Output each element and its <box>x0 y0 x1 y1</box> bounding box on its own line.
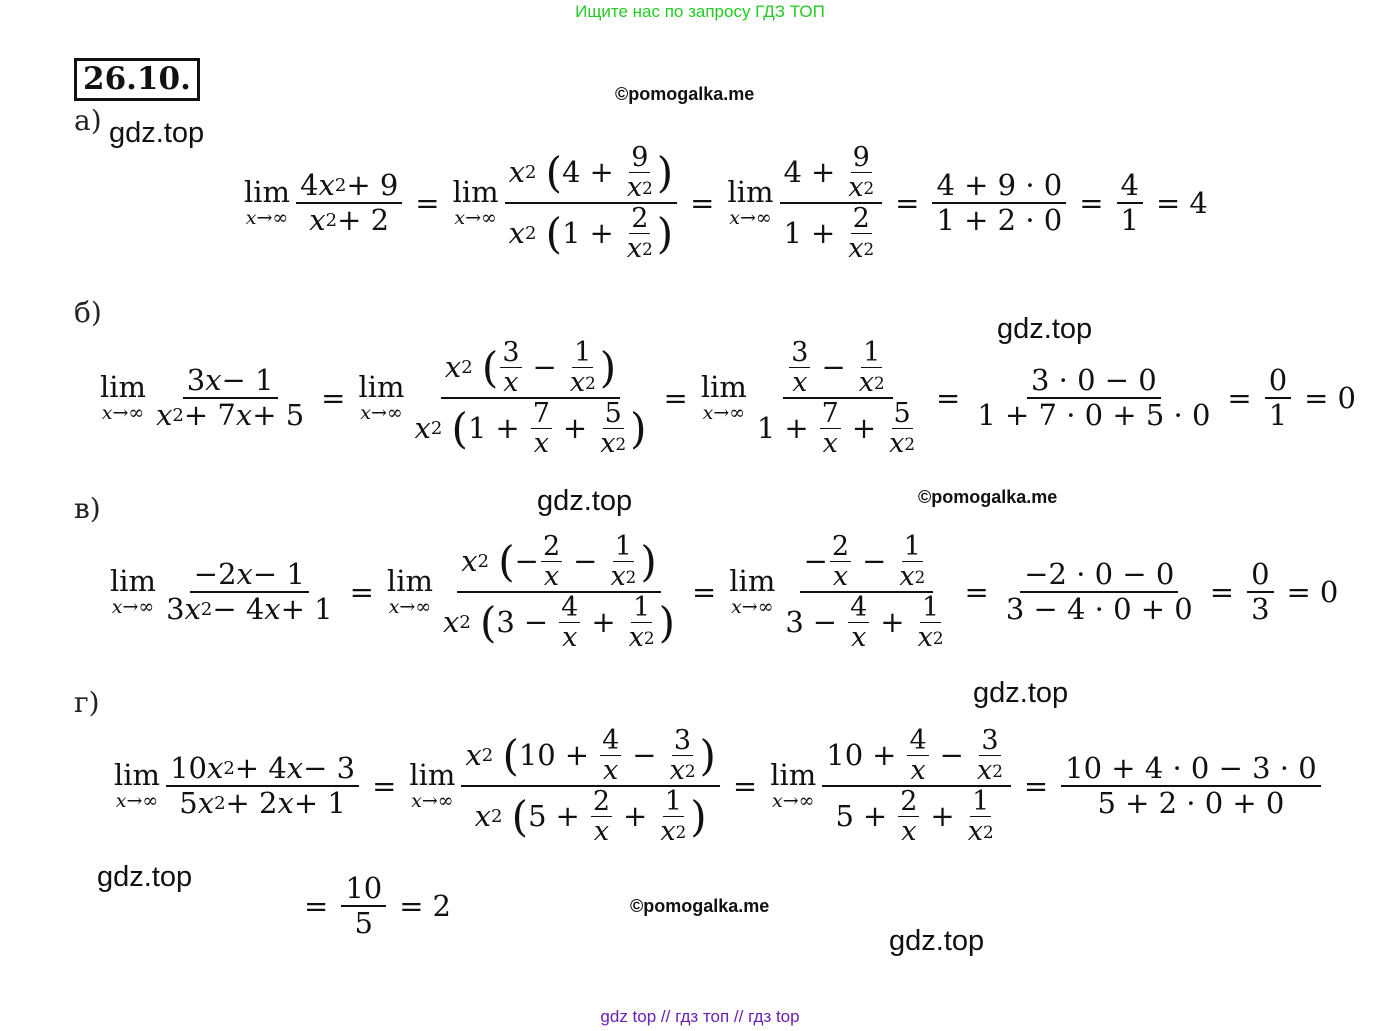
fraction: 3 x − 1 x 2 1 + $\frac{7}{x}$ + 5 x 2 <box>756 337 916 460</box>
equation-a: lim x→∞ 4 x 2 + 9 x 2 + 2 = lim x→∞ x 2 ( 4 + 9 x 2 ) x 2 ( 1 + 2 x 2 ) = lim x→∞ 4 + 9 x 2 1 + 2 x 2 = $\frac{4 + 9 \cdot 0}{1 + 2 \cdot 0}$ = $\frac{4}{1}$ = 4 <box>244 142 1208 265</box>
fraction: $\frac{0}{1}$ <box>1265 364 1291 433</box>
limit: lim x→∞ <box>100 370 147 425</box>
watermark-gdz: gdz.top <box>889 925 985 957</box>
fraction: x 2 ( − $\frac{2}{x}$ − 1 x 2 ) x 2 ( 3 − $\frac{4}{x}$ + 1 x 2 ) <box>442 531 675 654</box>
limit: lim x→∞ <box>409 758 456 813</box>
fraction: $\frac{0}{3}$ <box>1247 558 1273 627</box>
result: 2 <box>432 889 451 924</box>
watermark-gdz: gdz.top <box>537 485 633 517</box>
part-label-b: б) <box>74 296 102 329</box>
fraction: − $\frac{2}{x}$ − 1 x 2 3 − $\frac{4}{x}$ + 1 x 2 <box>785 531 944 654</box>
footer-links[interactable]: gdz top // гдз топ // гдз top <box>600 1007 800 1026</box>
fraction: 4 + 9 x 2 1 + 2 x 2 <box>780 143 883 264</box>
fraction: x 2 ( 4 + 9 x 2 ) x 2 ( 1 + 2 x 2 ) <box>505 143 677 264</box>
result: 0 <box>1319 575 1339 610</box>
limit: lim x→∞ <box>110 564 157 619</box>
fraction: x 2 ( 3 x − 1 x 2 ) x 2 ( 1 + $\frac{7}{x}$ + 5 x 2 ) <box>414 337 647 460</box>
fraction: −2 x − 1 3 x 2 − 4 x + 1 <box>166 556 333 627</box>
limit: lim x→∞ <box>727 175 774 230</box>
fraction: x 2 ( 10 + $\frac{4}{x}$ − 3 x 2 ) x 2 ( 5 + $\frac{2}{x}$ + 1 x 2 ) <box>461 726 719 847</box>
problem-number: 26.10. <box>74 58 200 101</box>
limit: lim x→∞ <box>729 564 776 619</box>
top-banner: Ищите нас по запросу ГДЗ ТОП <box>575 2 825 21</box>
watermark-pomogalka: ©pomogalka.me <box>918 487 1058 507</box>
watermark-gdz: gdz.top <box>109 117 205 149</box>
fraction: 3 x − 1 x 2 + 7 x + 5 <box>156 362 305 433</box>
limit: lim x→∞ <box>770 758 817 813</box>
fraction: $\frac{3 \cdot 0 - 0}{1 + 7 \cdot 0 + 5 \cdot 0}$ <box>977 362 1211 433</box>
watermark-pomogalka: ©pomogalka.me <box>630 896 770 916</box>
fraction: $\frac{-2 \cdot 0 - 0}{3 - 4 \cdot 0 + 0}$ <box>1005 556 1193 627</box>
equation-v: lim x→∞ −2 x − 1 3 x 2 − 4 x + 1 = lim x→∞ x 2 ( − $\frac{2}{x}$ − 1 x 2 ) x 2 ( 3 − $\frac{4}{x}$ + 1 x 2 ) = lim x→∞ − $\frac{2}{x}$ − 1 x 2 3 − $\frac{4}{x}$ + 1 x 2 = $\frac{-2 \cdot 0 - 0}{3 - 4 \cdot 0 + 0}$ = $\frac{0}{3}$ = 0 <box>110 531 1339 654</box>
fraction: $\frac{4}{1}$ <box>1117 169 1143 238</box>
limit: lim x→∞ <box>114 758 161 813</box>
part-label-g: г) <box>74 686 100 719</box>
result: 4 <box>1189 186 1208 221</box>
equation-g-continued: = $\frac{10}{5}$ = 2 <box>304 871 451 941</box>
part-label-a: а) <box>74 104 102 137</box>
watermark-pomogalka: ©pomogalka.me <box>615 84 755 104</box>
limit: lim x→∞ <box>386 564 433 619</box>
limit: lim x→∞ <box>244 175 291 230</box>
watermark-gdz: gdz.top <box>97 861 193 893</box>
limit: lim x→∞ <box>452 175 499 230</box>
fraction: $\frac{10}{5}$ <box>341 872 386 941</box>
fraction: 4 x 2 + 9 x 2 + 2 <box>296 169 402 238</box>
watermark-gdz: gdz.top <box>997 313 1093 345</box>
fraction: $\frac{4 + 9 \cdot 0}{1 + 2 \cdot 0}$ <box>932 169 1066 238</box>
equation-b: lim x→∞ 3 x − 1 x 2 + 7 x + 5 = lim x→∞ x 2 ( 3 x − 1 x 2 ) x 2 ( 1 + $\frac{7}{x}$ + 5 x 2 ) = lim x→∞ 3 x − 1 x 2 1 + $\frac{7}{x}$ + 5 x 2 = $\frac{3 \cdot 0 - 0}{1 + 7 \cdot 0 + 5 \cdot 0}$ = $\frac{0}{1}$ = 0 <box>100 337 1356 460</box>
fraction: $\frac{10 + 4 \cdot 0 - 3 \cdot 0}{5 + 2 \cdot 0 + 0}$ <box>1061 752 1320 821</box>
fraction: 10 + $\frac{4}{x}$ − 3 x 2 5 + $\frac{2}{x}$ + 1 x 2 <box>822 726 1011 847</box>
fraction: 10 x 2 + 4 x − 3 5 x 2 + 2 x + 1 <box>166 752 359 821</box>
equation-g: lim x→∞ 10 x 2 + 4 x − 3 5 x 2 + 2 x + 1 = lim x→∞ x 2 ( 10 + $\frac{4}{x}$ − 3 x 2 ) x 2 ( 5 + $\frac{2}{x}$ + 1 x 2 ) = lim x→∞ 10 + $\frac{4}{x}$ − 3 x 2 5 + $\frac{2}{x}$ + 1 x 2 = $\frac{10 + 4 \cdot 0 - 3 \cdot 0}{5 + 2 \cdot 0 + 0}$ <box>110 726 1325 847</box>
limit: lim x→∞ <box>358 370 405 425</box>
part-label-v: в) <box>74 492 101 525</box>
watermark-gdz: gdz.top <box>973 677 1069 709</box>
result: 0 <box>1337 381 1356 416</box>
limit: lim x→∞ <box>700 370 747 425</box>
